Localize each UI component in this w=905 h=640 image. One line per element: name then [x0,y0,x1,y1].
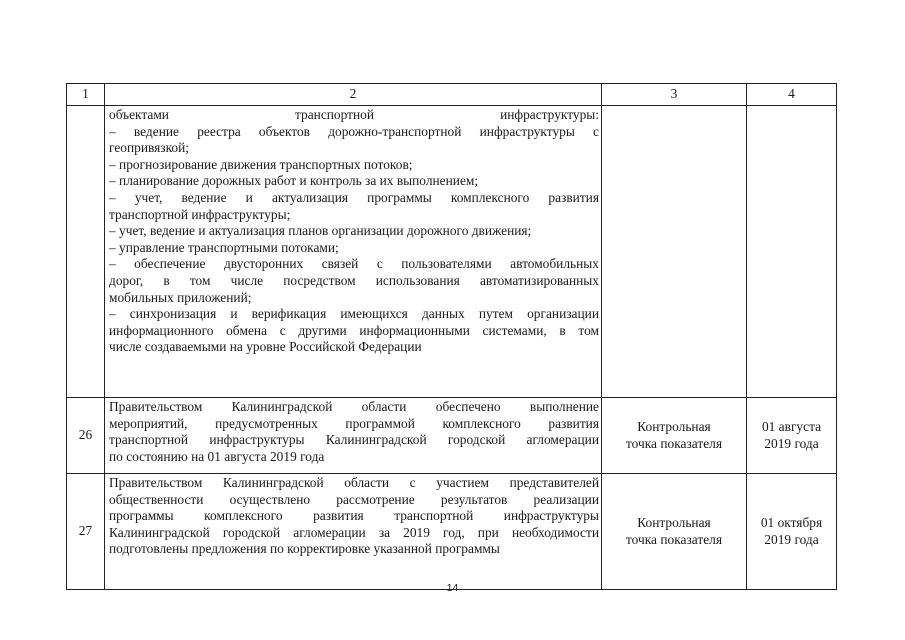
deadline-cell [747,398,837,474]
table-header-row [67,84,837,106]
page-number: 14 [446,582,459,594]
description-line: геопривязкой; [109,140,189,156]
description-line: – учет, ведение и актуализация программы комплексного развития [109,189,599,205]
description-line: Калининградской городской агломерации за 2019 год, при необходимости [109,524,599,540]
description-line: транспортной инфраструктуры; [109,206,291,222]
deadline-year: 2019 года [764,435,819,451]
description-line: подготовлены предложения по корректировке указанной программы [109,541,500,557]
description-line: – прогнозирование движения транспортных потоков; [109,156,413,172]
description-cell [105,106,602,398]
description-line: транспортной инфраструктуры Калининградской городской агломерации [109,432,599,448]
indicator-type-line: точка показателя [626,531,722,547]
description-line: числе создаваемыми на уровне Российской Федерации [109,339,422,355]
indicator-type-line: точка показателя [626,435,722,451]
header-col-3: 3 [602,84,747,106]
description-line: – ведение реестра объектов дорожно-транспортной инфраструктуры с [109,123,599,139]
deadline-cell [747,474,837,590]
table-row-27 [67,474,837,590]
description-line: – обеспечение двусторонних связей с пользователями автомобильных [109,256,599,272]
document-table [66,83,837,590]
table-row-continuation [67,106,837,398]
deadline-date: 01 августа [761,418,822,434]
indicator-type-cell [602,398,747,474]
header-col-2: 2 [105,84,602,106]
deadline-date: 01 октября [760,514,823,530]
indicator-type-cell [602,106,747,398]
description-line: Правительством Калининградской области с участием представителей [109,475,599,490]
description-cell [105,474,602,590]
header-col-4: 4 [747,84,837,106]
description-line: – планирование дорожных работ и контроль за их выполнением; [109,173,479,189]
description-cell [105,398,602,474]
row-number-cell: 27 [67,474,105,590]
description-line: информационного обмена с другими информационными системами, в том [109,322,599,338]
description-line: – синхронизация и верификация имеющихся данных путем организации [109,306,599,322]
description-line: программы комплексного развития транспортной инфраструктуры [109,508,599,524]
table-row-26 [67,398,837,474]
description-line: – управление транспортными потоками; [109,239,339,255]
description-line: объектами транспортной инфраструктуры: [109,107,599,122]
description-line: общественности осуществлено рассмотрение результатов реализации [109,491,599,507]
indicator-type-line: Контрольная [637,418,711,434]
description-line: дорог, в том числе посредством использования автоматизированных [109,272,599,288]
indicator-type-cell [602,474,747,590]
row-number-cell: 26 [67,398,105,474]
header-col-1: 1 [67,84,105,106]
description-line: Правительством Калининградской области обеспечено выполнение [109,399,599,414]
description-line: – учет, ведение и актуализация планов организации дорожного движения; [109,223,532,239]
row-number-cell [67,106,105,398]
description-line: мероприятий, предусмотренных программой комплексного развития [109,415,599,431]
description-line: по состоянию на 01 августа 2019 года [109,448,325,464]
deadline-year: 2019 года [764,531,819,547]
indicator-type-line: Контрольная [637,514,711,530]
deadline-cell [747,106,837,398]
description-line: мобильных приложений; [109,289,252,305]
